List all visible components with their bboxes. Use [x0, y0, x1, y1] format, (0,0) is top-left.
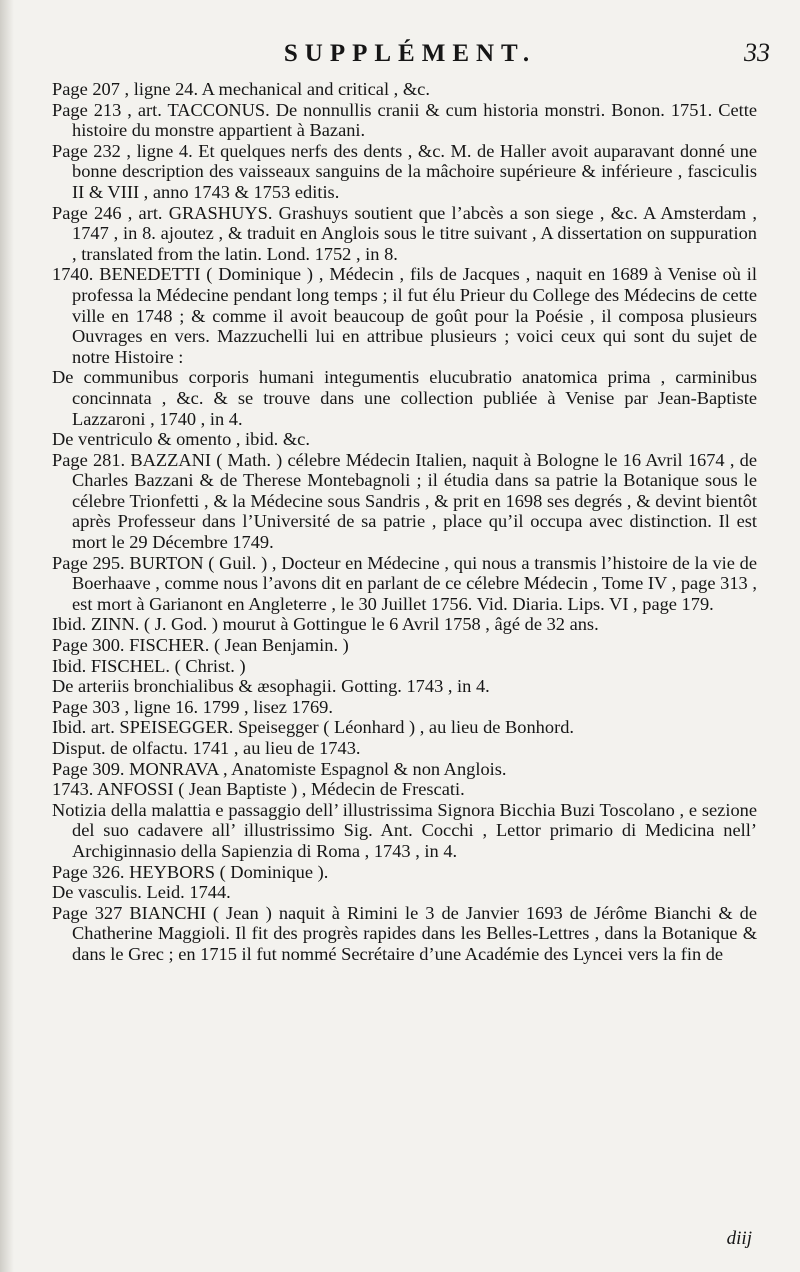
entries	[52, 79, 757, 965]
entry: De ventriculo & omento , ibid. &c.	[52, 429, 310, 450]
page-number: 33	[744, 38, 770, 67]
entry: Page 246 , art. GRASHUYS. Grashuys soutient que l’abcès a son siege , &c. A Amsterdam , 1747 , in 8. ajoutez , & traduit en Anglois sous le titre suivant , A dissertation on suppuration , translated from the latin. Lond. 1752 , in 8.	[52, 202, 757, 264]
entry: Page 281. BAZZANI ( Math. ) célebre Médecin Italien, naquit à Bologne le 16 Avril 1674 , de Charles Bazzani & de Therese Montebagnoli ; il étudia dans sa patrie la Botanique sous le célebre Trionfetti , & la Médecine sous Sandris , & prit en 1698 ses degrés , & devint bientôt après Professeur dans l’Université de sa patrie , place qu’il occupa avec distinction. Il est mort le 29 Décembre 1749.	[52, 449, 757, 553]
entry: Page 213 , art. TACCONUS. De nonnullis cranii & cum historia monstri. Bonon. 1751. Cette histoire du monstre appartient à Bazani.	[52, 99, 757, 141]
entry: De communibus corporis humani integumentis elucubratio anatomica prima , carminibus concinnata , &c. & se trouve dans une collection publiée à Venise par Jean-Baptiste Lazzaroni , 1740 , in 4.	[52, 367, 757, 429]
entry: 1740. BENEDETTI ( Dominique ) , Médecin , fils de Jacques , naquit en 1689 à Venise où il professa la Médecine pendant long temps ; il fut élu Prieur du College des Médecins de cette ville en 1748 ; & comme il avoit beaucoup de goût pour la Poésie , il composa plusieurs Ouvrages en vers. Mazzuchelli lui en attribue plusieurs ; voici ceux qui sont du sujet de notre Histoire :	[52, 264, 757, 367]
entry: Page 326. HEYBORS ( Dominique ).	[52, 861, 329, 882]
entry: Page 327 BIANCHI ( Jean ) naquit à Rimini le 3 de Janvier 1693 de Jérôme Bianchi & de Chatherine Maggioli. Il fit des progrès rapides dans les Belles-Lettres , dans la Botanique & dans le Grec ; en 1715 il fut nommé Secrétaire d’une Académie des Lyncei vers la fin de	[52, 902, 757, 964]
entry: Page 232 , ligne 4. Et quelques nerfs des dents , &c. M. de Haller avoit auparavant donné une bonne description des vaisseaux sanguins de la mâchoire supérieure & inférieure , fasciculis II & VIII , anno 1743 & 1753 editis.	[52, 140, 757, 202]
entry: Disput. de olfactu. 1741 , au lieu de 1743.	[52, 738, 361, 758]
entry: Page 300. FISCHER. ( Jean Benjamin. )	[52, 635, 349, 656]
entry: Page 303 , ligne 16. 1799 , lisez 1769.	[52, 696, 333, 717]
entry: Ibid. art. SPEISEGGER. Speisegger ( Léonhard ) , au lieu de Bonhord.	[52, 717, 574, 738]
entry: De arteriis bronchialibus & æsophagii. Gotting. 1743 , in 4.	[52, 676, 490, 697]
gutter-shadow	[0, 0, 14, 1272]
signature-mark: diij	[726, 1228, 752, 1249]
entry: Page 309. MONRAVA , Anatomiste Espagnol & non Anglois.	[52, 758, 507, 779]
page-header	[40, 38, 780, 72]
entry: 1743. ANFOSSI ( Jean Baptiste ) , Médecin de Frescati.	[52, 779, 465, 800]
entry: De vasculis. Leid. 1744.	[52, 882, 231, 903]
entry: Ibid. ZINN. ( J. God. ) mourut à Gottingue le 6 Avril 1758 , âgé de 32 ans.	[52, 614, 599, 635]
entry: Page 207 , ligne 24. A mechanical and critical , &c.	[52, 79, 430, 99]
entry: Notizia della malattia e passaggio dell’ illustrissima Signora Bicchia Buzi Toscolano , e sezione del suo cadavere all’ illustrissimo Sig. Ant. Cocchi , Lettor primario di Medicina nell’ Archiginnasio della Sapienzia di Roma , 1743 , in 4.	[52, 799, 757, 861]
entry: Ibid. FISCHEL. ( Christ. )	[52, 655, 246, 676]
entry: Page 295. BURTON ( Guil. ) , Docteur en Médecine , qui nous a transmis l’histoire de la vie de Boerhaave , comme nous l’avons dit en parlant de ce célebre Médecin , Tome IV , page 313 , est mort à Garianont en Angleterre , le 30 Juillet 1756. Vid. Diaria. Lips. VI , page 179.	[52, 552, 757, 614]
running-head: SUPPLÉMENT.	[283, 40, 537, 67]
